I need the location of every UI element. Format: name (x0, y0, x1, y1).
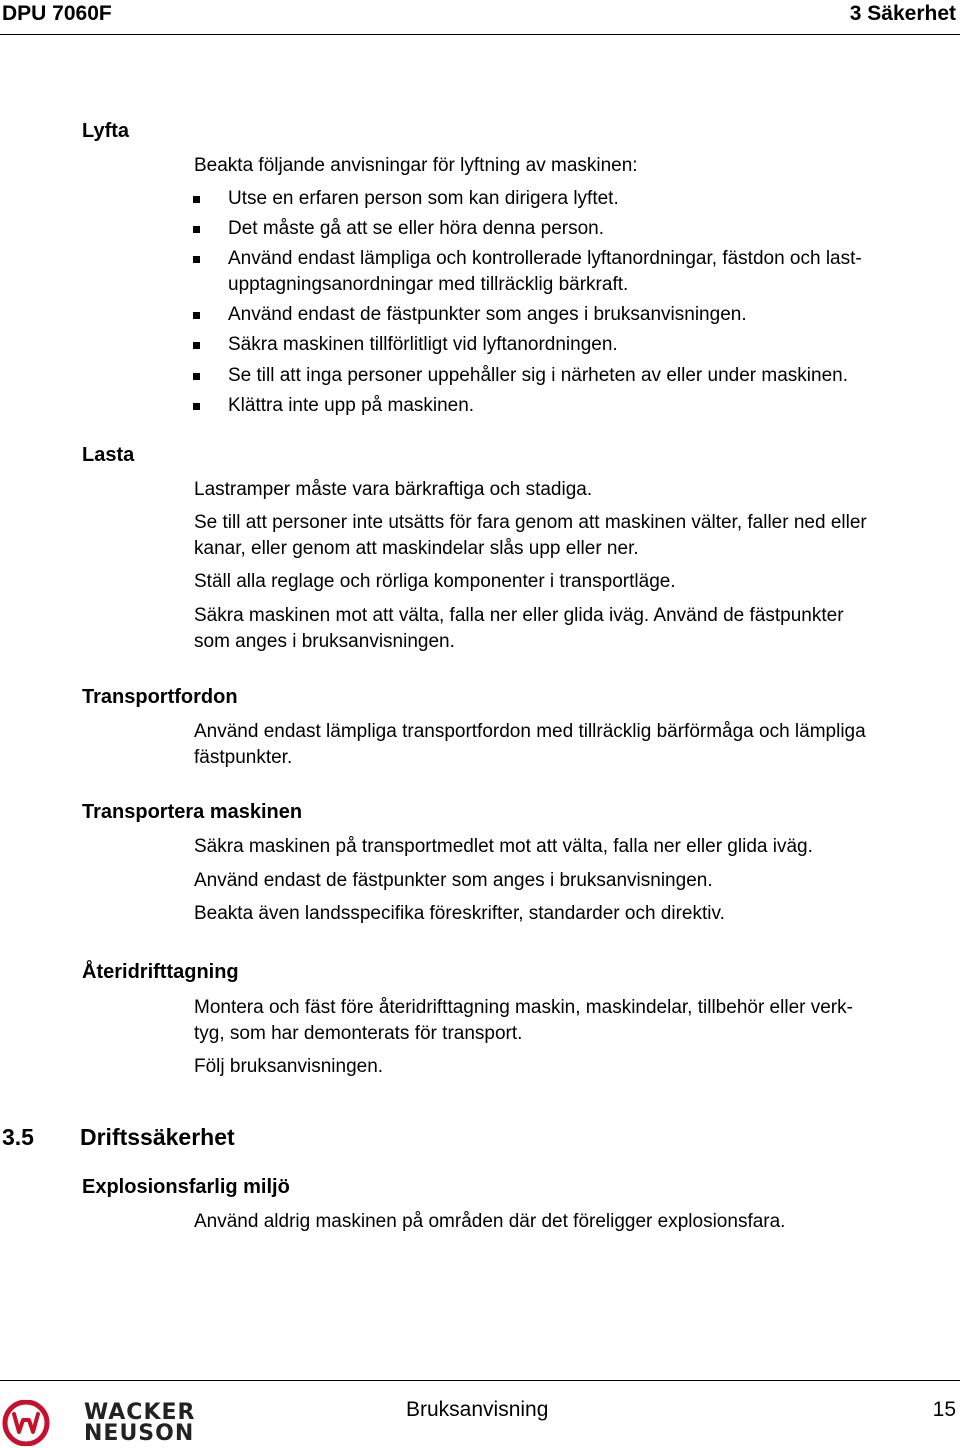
lyfta-bullet-continued: upptagningsanordningar med tillräcklig bärkraft. (228, 274, 629, 295)
transportfordon-paragraph: Använd endast lämpliga transportfordon med tillräcklig bärförmåga och lämpliga (194, 721, 866, 742)
lasta-paragraph: Se till att personer inte utsätts för fara genom att maskinen välter, faller ned eller (194, 512, 867, 533)
brand-wordmark (84, 1402, 195, 1444)
transportera-paragraph: Använd endast de fästpunkter som anges i bruksanvisningen. (194, 870, 713, 891)
lasta-paragraph: som anges i bruksanvisningen. (194, 631, 455, 652)
footer-doc-label: Bruksanvisning (406, 1398, 549, 1421)
bullet-marker (193, 373, 200, 380)
page-number: 15 (932, 1398, 956, 1421)
header-model: DPU 7060F (2, 2, 112, 25)
chapter-heading (2, 1124, 235, 1151)
bullet-marker (193, 196, 200, 203)
lasta-paragraph: Ställ alla reglage och rörliga komponenter i transportläge. (194, 571, 676, 592)
bullet-marker (193, 312, 200, 319)
lyfta-bullet: Det måste gå att se eller höra denna person. (228, 218, 605, 239)
section-title-transportfordon: Transportfordon (82, 686, 238, 708)
brand-line: WACKER (84, 1400, 196, 1425)
bullet-marker (193, 256, 200, 263)
section-title-transportera: Transportera maskinen (82, 801, 303, 823)
bullet-marker (193, 403, 200, 410)
lyfta-bullet: Använd endast de fästpunkter som anges i bruksanvisningen. (228, 304, 747, 325)
lyfta-intro: Beakta följande anvisningar för lyftning av maskinen: (194, 155, 638, 176)
section-title-lasta: Lasta (82, 444, 135, 466)
lyfta-bullet: Utse en erfaren person som kan dirigera lyftet. (228, 188, 619, 209)
transportera-paragraph: Beakta även landsspecifika föreskrifter, standarder och direktiv. (194, 903, 725, 924)
section-title-lyfta: Lyfta (82, 120, 130, 142)
chapter-number: 3.5 (2, 1124, 34, 1150)
bullet-marker (193, 342, 200, 349)
chapter-title: Driftssäkerhet (80, 1124, 235, 1150)
bullet-marker (193, 226, 200, 233)
transportfordon-paragraph: fästpunkter. (194, 747, 293, 768)
transportera-paragraph: Säkra maskinen på transportmedlet mot att välta, falla ner eller glida iväg. (194, 836, 813, 857)
page-header (0, 0, 960, 36)
explosion-paragraph: Använd aldrig maskinen på områden där det föreligger explosionsfara. (194, 1211, 786, 1232)
lasta-paragraph: Säkra maskinen mot att välta, falla ner eller glida iväg. Använd de fästpunkter (194, 605, 844, 626)
ateridrift-paragraph: tyg, som har demonterats för transport. (194, 1023, 523, 1044)
footer-rule (0, 1380, 960, 1381)
lyfta-bullet: Klättra inte upp på maskinen. (228, 395, 475, 416)
lyfta-bullet: Säkra maskinen tillförlitligt vid lyftanordningen. (228, 334, 618, 355)
section-title-explosion: Explosionsfarlig miljö (82, 1176, 290, 1198)
lasta-paragraph: Lastramper måste vara bärkraftiga och stadiga. (194, 479, 593, 500)
lasta-paragraph: kanar, eller genom att maskindelar slås upp eller ner. (194, 538, 639, 559)
header-rule (0, 34, 960, 35)
wacker-neuson-logo-icon (2, 1400, 50, 1446)
section-title-ateridrifttagning: Återidrifttagning (82, 961, 239, 983)
ateridrift-paragraph: Montera och fäst före återidrifttagning maskin, maskindelar, tillbehör eller verk- (194, 997, 853, 1018)
lyfta-bullet: Se till att inga personer uppehåller sig i närheten av eller under maskinen. (228, 365, 848, 386)
header-chapter: 3 Säkerhet (849, 2, 956, 25)
lyfta-bullet: Använd endast lämpliga och kontrollerade lyftanordningar, fästdon och last- (228, 248, 862, 269)
brand-line: NEUSON (84, 1421, 195, 1446)
ateridrift-paragraph: Följ bruksanvisningen. (194, 1056, 384, 1077)
